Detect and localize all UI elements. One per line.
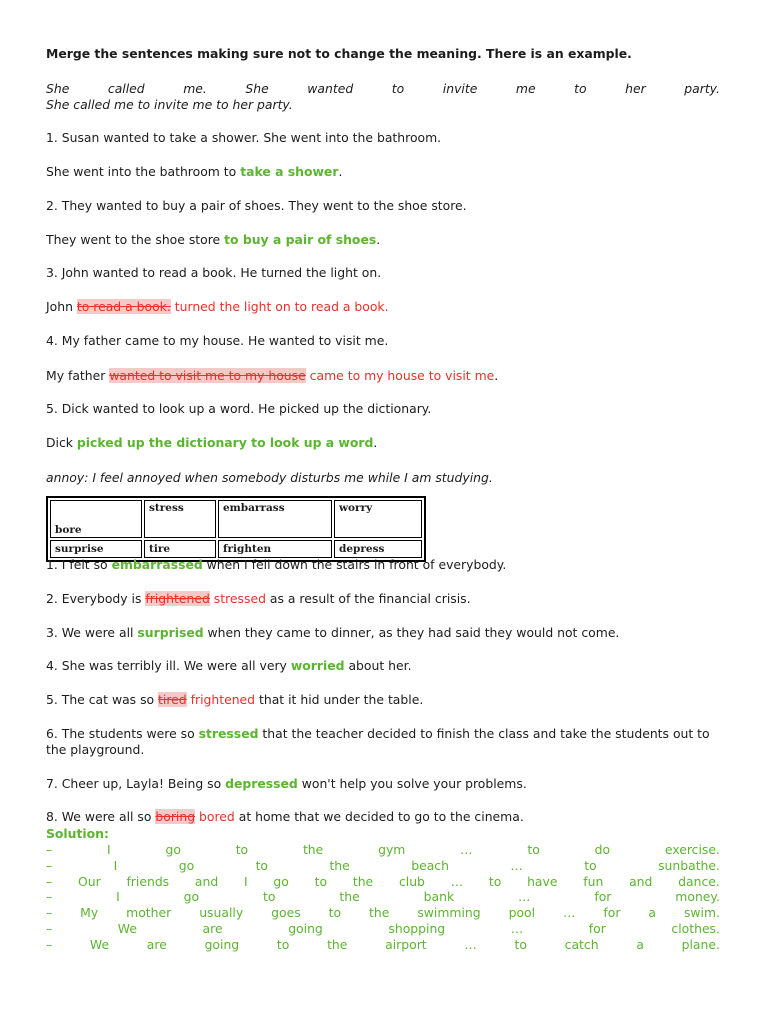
word: to [574,81,587,96]
example-line-2: She called me to invite me to her party. [46,97,293,112]
word: and [194,874,219,889]
word: going [204,937,240,952]
word-cell: stress [144,500,216,538]
word: – [46,937,53,952]
word-cell: surprise [50,540,142,558]
word: money. [675,889,720,904]
ex2-sentence-7: 7. Cheer up, Layla! Being so depressed won't help you solve your problems. [46,776,527,791]
word: friends [126,874,170,889]
solution-line [46,874,720,890]
word: the [302,842,324,857]
word: She [46,81,70,96]
word: to [314,874,328,889]
word: go [165,842,181,857]
word: for [588,921,606,936]
solution-line [46,842,720,858]
word: … [460,842,473,857]
word: me. [183,81,207,96]
word: go [178,858,195,873]
word-cell: embarrass [218,500,332,538]
word: me [515,81,536,96]
word: – [46,858,53,873]
word: – [46,874,53,889]
word: the [329,858,350,873]
ex2-sentence-6-cont: the playground. [46,742,145,757]
ex2-sentence-1: 1. I felt so embarrassed when I fell down the stairs in front of everybody. [46,557,507,572]
word: … [510,921,524,936]
struck-text: tired [158,692,187,707]
ex2-sentence-2: 2. Everybody is frightened stressed as a result of the financial crisis. [46,591,471,606]
ex2-sentence-4: 4. She was terribly ill. We were all very worried about her. [46,658,412,673]
ex1-question-5: 5. Dick wanted to look up a word. He picked up the dictionary. [46,401,432,416]
word: are [146,937,167,952]
struck-text: wanted to visit me to my house [109,368,306,383]
ex1-question-2: 2. They wanted to buy a pair of shoes. They went to the shoe store. [46,198,467,213]
ex1-question-3: 3. John wanted to read a book. He turned the light on. [46,265,382,280]
word: We [89,937,110,952]
solution-line [46,889,720,905]
word: club [398,874,425,889]
word: to [235,842,249,857]
word: clothes. [671,921,720,936]
word: swim. [683,905,720,920]
word: I [107,842,111,857]
word: … [464,937,477,952]
ex2-sentence-5: 5. The cat was so tired frightened that it hid under the table. [46,692,424,707]
word: plane. [681,937,720,952]
word: Our [77,874,101,889]
ex2-sentence-3: 3. We were all surprised when they came to dinner, as they had said they would not come. [46,625,620,640]
struck-text: frightened [145,591,210,606]
struck-text: boring [155,809,196,824]
ex1-question-4: 4. My father came to my house. He wanted to visit me. [46,333,389,348]
word: have [527,874,558,889]
word: wanted [307,81,354,96]
word: to [391,81,405,96]
page-title: Merge the sentences making sure not to change the meaning. There is an example. [46,46,632,61]
word: and [629,874,653,889]
ex1-answer-3: John to read a book. turned the light on to read a book. [46,299,389,314]
word: the [339,889,360,904]
word: exercise. [664,842,720,857]
solution-line [46,921,720,937]
word: She [245,81,269,96]
word-table [46,496,426,562]
word: sunbathe. [658,858,720,873]
word: dance. [678,874,720,889]
word: go [183,889,200,904]
word: to [263,889,276,904]
word: for [594,889,612,904]
word: to [514,937,527,952]
word-table-row [50,540,422,558]
word: I [113,858,118,873]
ex2-sentence-8: 8. We were all so boring bored at home that we decided to go to the cinema. [46,809,524,824]
word: gym [378,842,406,857]
word: are [202,921,223,936]
word: … [450,874,464,889]
word: – [46,842,53,857]
word: the [352,874,374,889]
solution-line [46,905,720,921]
ex1-answer-2: They went to the shoe store to buy a pair of shoes. [46,232,381,247]
word: bank [423,889,455,904]
word: – [46,889,53,904]
word: to [276,937,290,952]
word: – [46,905,53,920]
word: the [369,905,390,920]
word: do [594,842,611,857]
word: usually [199,905,244,920]
ex1-answer-4: My father wanted to visit me to my house came to my house to visit me. [46,368,499,383]
word-cell: tire [144,540,216,558]
annoy-example: annoy: I feel annoyed when somebody disturbs me while I am studying. [46,470,493,485]
word: – [46,921,53,936]
word: … [563,905,576,920]
ex1-answer-1: She went into the bathroom to take a shower. [46,164,343,179]
word: a [648,905,656,920]
word: to [584,858,597,873]
word: beach [411,858,449,873]
word: swimming [417,905,481,920]
word-cell: bore [50,500,142,538]
solution-heading: Solution: [46,826,109,841]
word: to [255,858,269,873]
word: invite [442,81,478,96]
word: party. [684,81,720,96]
ex1-answer-5: Dick picked up the dictionary to look up a word. [46,435,378,450]
word: airport [385,937,427,952]
word: mother [126,905,172,920]
word: a [636,937,644,952]
word: to [527,842,540,857]
word-table-row [50,500,422,538]
word-cell: frighten [218,540,332,558]
word: goes [271,905,301,920]
word: go [273,874,289,889]
word: for [603,905,621,920]
word: fun [583,874,604,889]
word: I [243,874,248,889]
word: … [518,889,531,904]
word: My [80,905,99,920]
word: to [328,905,342,920]
word: I [116,889,120,904]
word-cell: worry [334,500,422,538]
word-cell: depress [334,540,422,558]
word: to [488,874,502,889]
word: catch [564,937,599,952]
example-line-1 [46,81,720,97]
word: going [288,921,323,936]
struck-text: to read a book. [76,299,171,314]
solution-line [46,937,720,953]
word: the [327,937,348,952]
solution-line [46,858,720,874]
ex2-sentence-6: 6. The students were so stressed that the teacher decided to finish the class and take the students out to [46,726,710,741]
ex1-question-1: 1. Susan wanted to take a shower. She went into the bathroom. [46,130,442,145]
word: … [510,858,523,873]
word: called [107,81,145,96]
word: shopping [388,921,446,936]
word: We [117,921,137,936]
word: her [625,81,646,96]
word: pool [508,905,536,920]
